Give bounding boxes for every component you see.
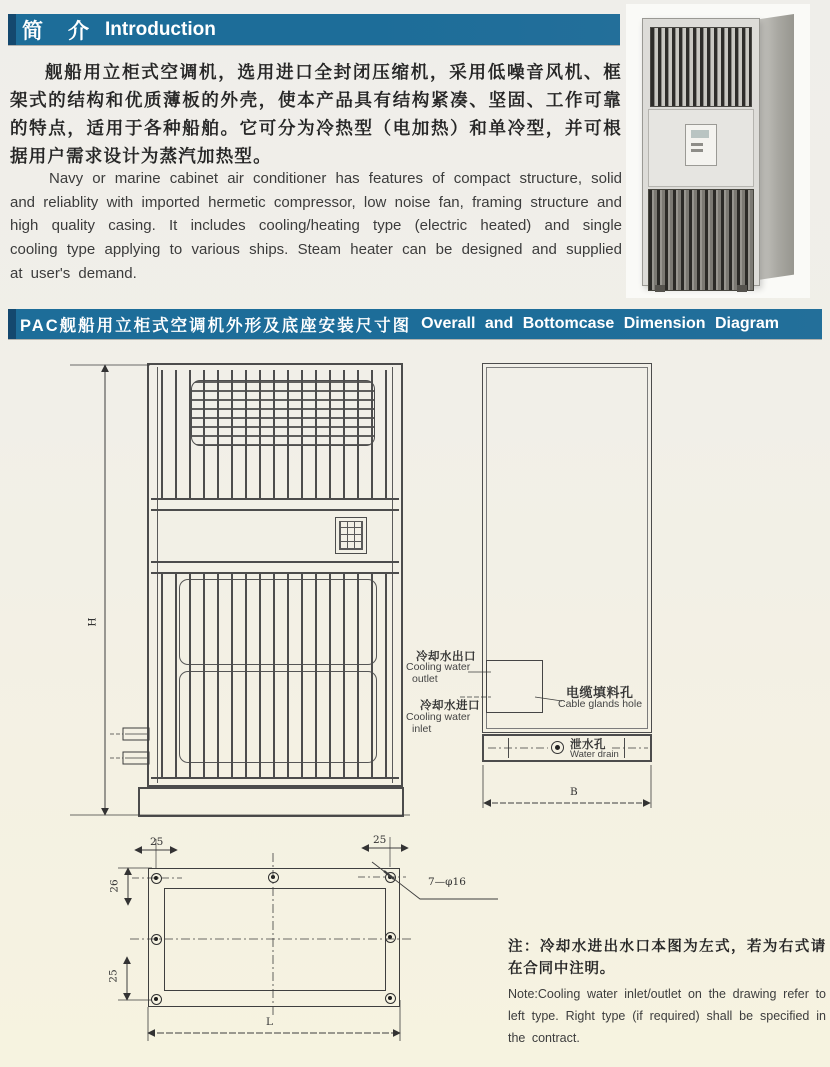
cooling-outlet-label-zh: 冷却水出口 [416,651,476,663]
intro-paragraph-en: Navy or marine cabinet air conditioner has features of compact structure, solid and reliablity with imported hermetic compressor, low noise fan, framing structure and high quality casing. It includes cooling/heating type (electric heated) and single cooling type applying to various ships. Steam heater can be designed and supplied at user's demand. [10,170,622,282]
side-view-drawing [482,363,652,733]
section-header-bar [8,309,822,339]
dim-25-left-lower: 25 [107,969,120,983]
front-control-box [335,517,367,554]
mounting-hole [385,993,396,1004]
photo-side-panel [758,14,794,280]
mounting-hole [151,873,162,884]
front-top-coil [191,380,375,446]
front-coil-outline [179,579,377,665]
dim-25-top-left: 25 [150,836,164,848]
cooling-outlet-label-en2: outlet [412,673,438,685]
dim-26-left-upper: 26 [108,879,121,893]
base-stiffener [624,738,625,758]
control-keypad-grid [339,521,363,550]
holes-spec-label: 7—φ16 [428,876,466,888]
front-top-grille [161,370,391,498]
product-photo [626,4,810,298]
photo-control-panel [685,124,717,166]
photo-bottom-grille [648,189,754,291]
cooling-inlet-label-zh: 冷却水进口 [420,700,480,712]
base-plan-drawing [148,868,400,1007]
front-mid-panel [151,509,399,561]
front-bottom-grille [161,573,391,777]
front-bottom-band [151,777,399,787]
mounting-hole [151,934,162,945]
intro-title-zh: 简 介 [22,19,91,43]
gland-box [486,660,543,713]
water-drain-label-zh: 泄水孔 [570,739,606,751]
front-view-plinth [138,787,404,817]
side-view-base [482,734,652,762]
water-drain-label-en: Water drain [570,749,619,760]
dim-label-h: H [86,617,99,627]
mounting-hole [385,932,396,943]
photo-foot [737,285,747,292]
cable-gland-label-en: Cable glands hole [558,698,643,710]
photo-foot [655,285,665,292]
front-view-drawing [147,363,403,787]
dim-25-top-right: 25 [373,834,387,846]
photo-top-grille [650,27,752,107]
base-stiffener [508,738,509,758]
intro-paragraph-zh: 舰船用立柜式空调机，选用进口全封闭压缩机，采用低噪音风机、框架式的结构和优质薄板的外壳，使本产品具有结构紧凑、坚固、工作可靠的特点，适用于各种船舶。它可分为冷热型（电加热）和单冷型，并可根据用户需求设计为蒸汽加热型。 [10,62,622,166]
note-text-zh: 注：冷却水进出水口本图为左式，若为右式请在合同中注明。 [508,939,826,978]
cable-gland-label-zh: 电缆填料孔 [566,685,634,700]
cooling-inlet-label-en2: inlet [412,723,432,735]
intro-header-bar [8,14,620,45]
mounting-hole [385,872,396,883]
base-plan-inner [164,888,386,991]
cooling-outlet-label-en1: Cooling water [406,661,471,673]
photo-cabinet-front [642,18,760,286]
section-title-zh: PAC舰船用立柜式空调机外形及底座安装尺寸图 [20,317,412,335]
note-text-en: Note:Cooling water inlet/outlet on the drawing refer to left type. Right type (if required) shall be specified in the contract. [508,987,826,1045]
front-coil-outline [179,671,377,763]
mounting-hole [268,872,279,883]
dim-label-l: L [266,1016,273,1028]
photo-mid-panel [648,109,754,187]
section-title-en: Overall and Bottomcase Dimension Diagram [421,315,779,332]
dim-label-b: B [570,786,578,798]
water-drain-hole [551,741,564,754]
cooling-inlet-label-en1: Cooling water [406,711,471,723]
intro-title-en: Introduction [105,18,216,40]
mounting-hole [151,994,162,1005]
